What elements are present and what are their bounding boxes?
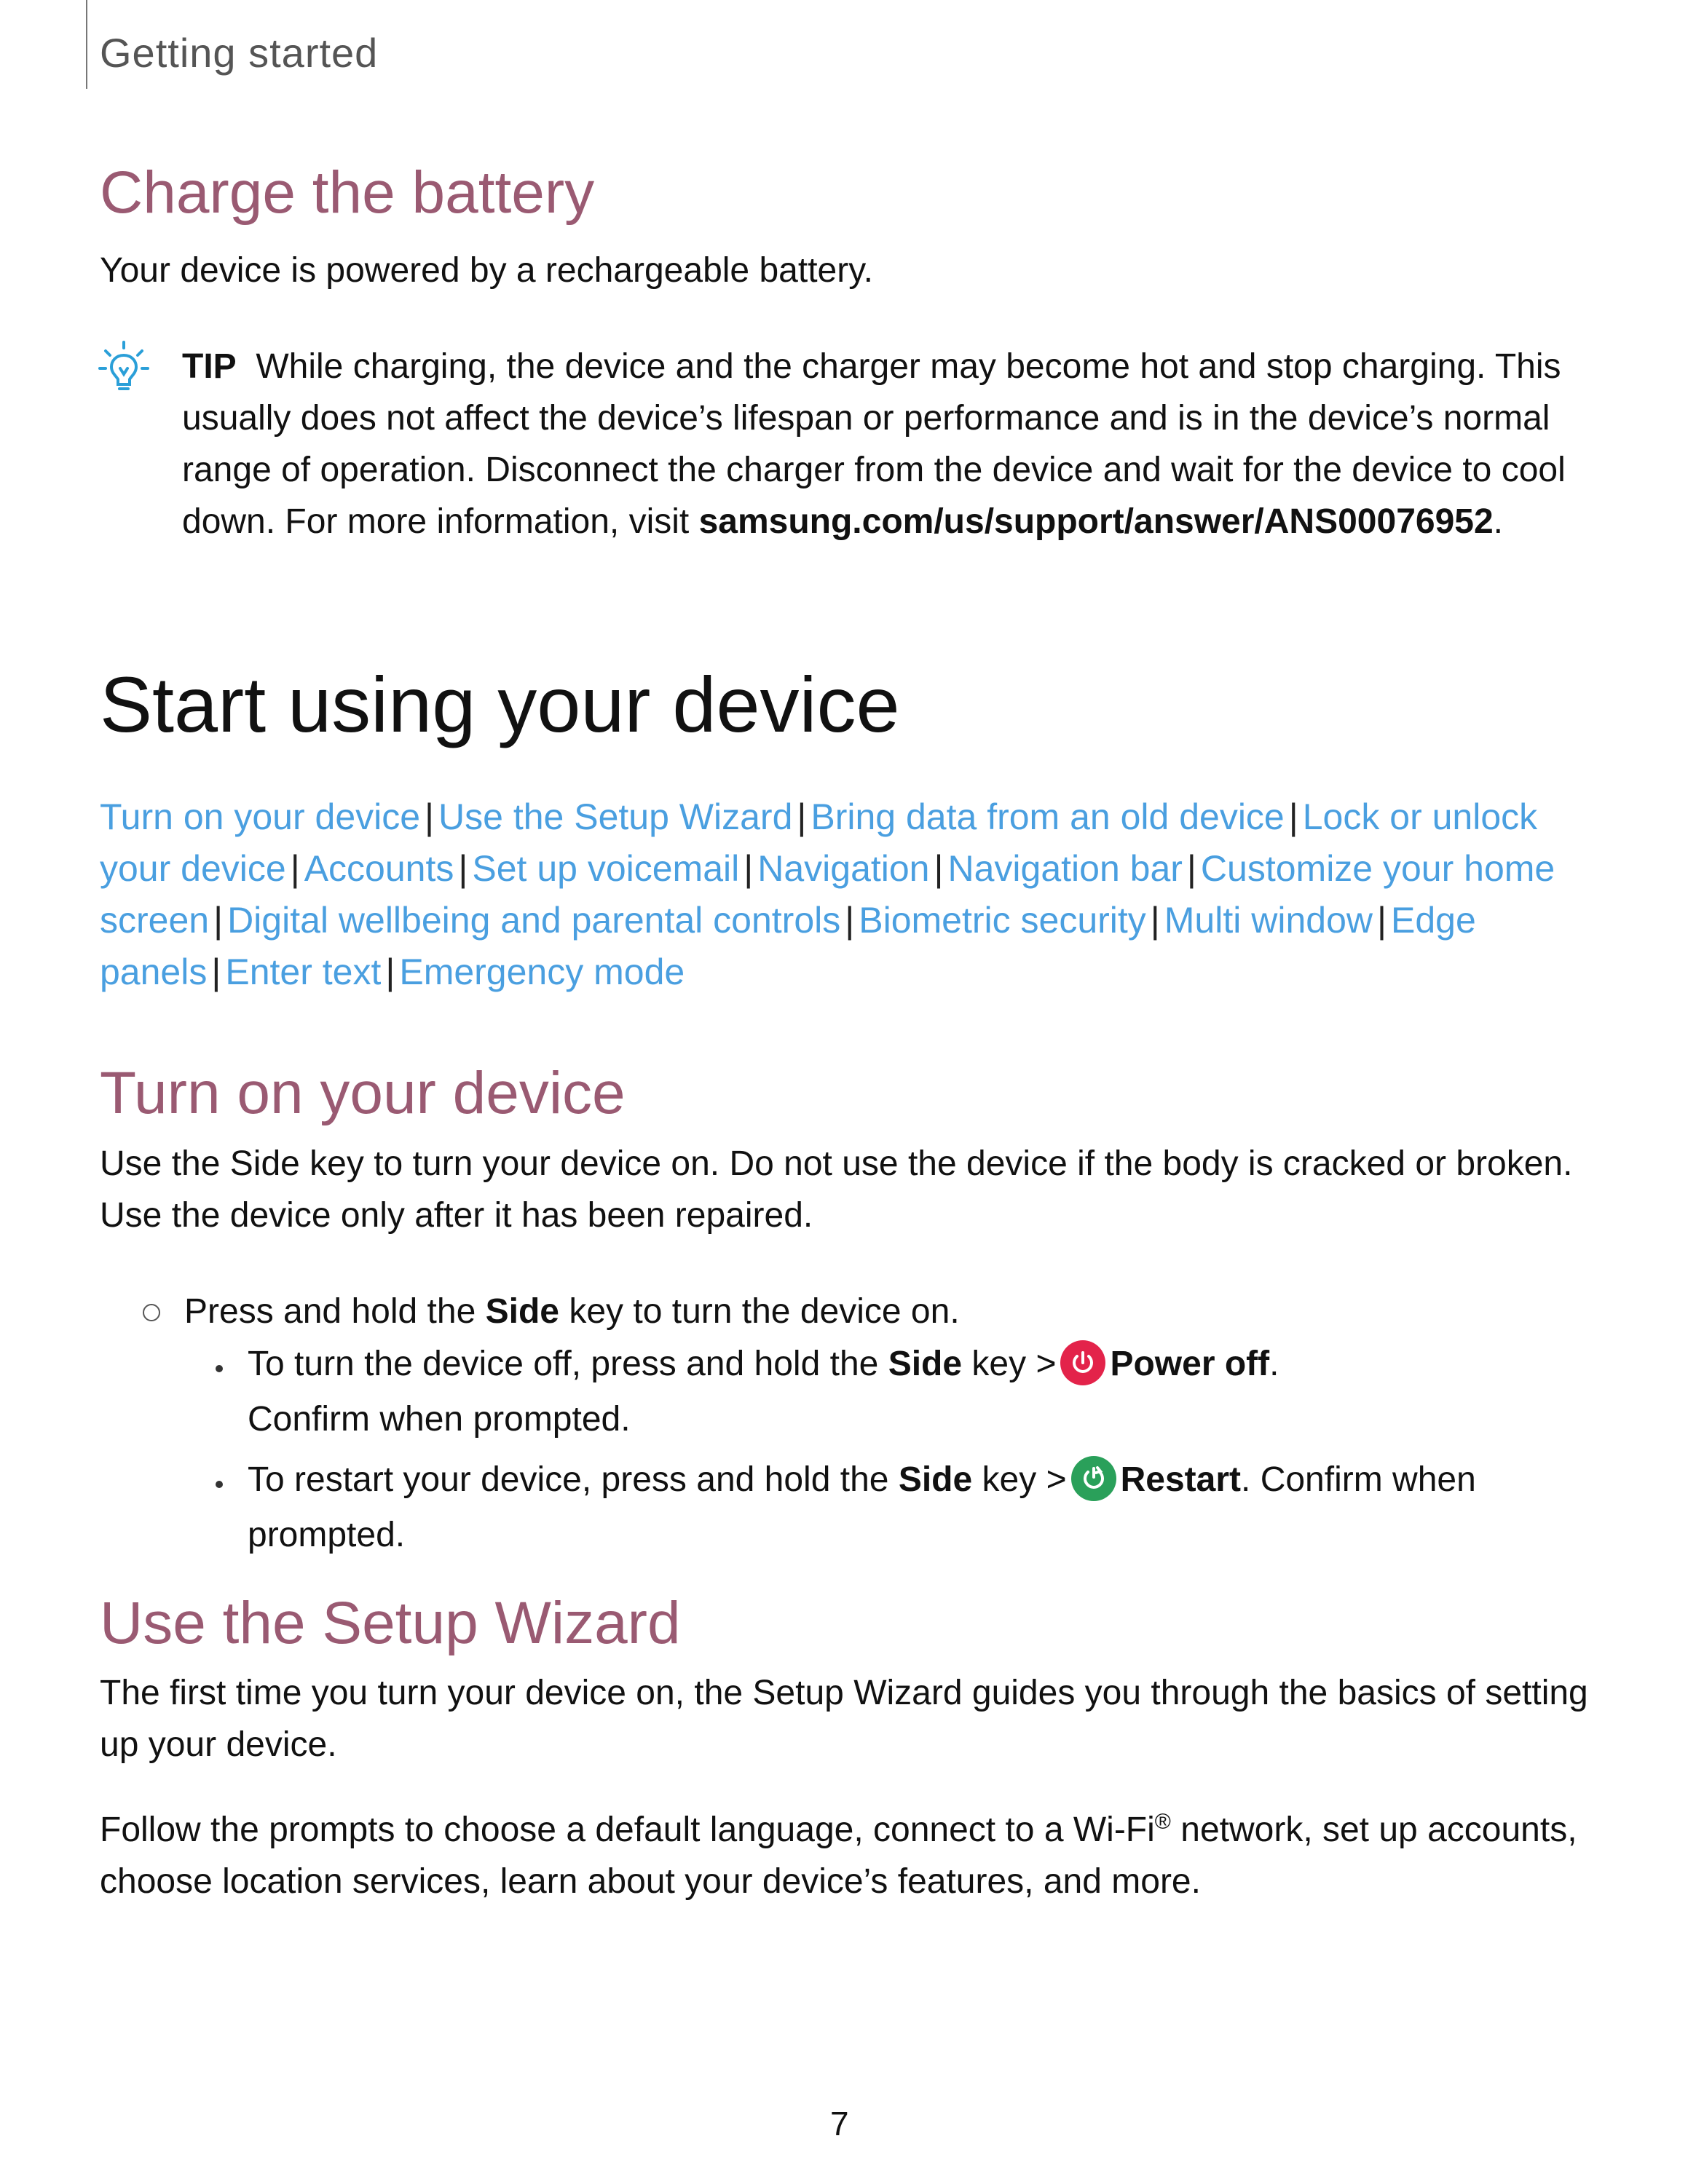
link-separator: | (458, 848, 468, 889)
topic-links (100, 791, 1556, 998)
restart-mid: key > (982, 1460, 1067, 1499)
section-label: Getting started (100, 30, 379, 76)
link-separator: | (211, 951, 221, 992)
wizard-para-2-pre: Follow the prompts to choose a default language, connect to a Wi-Fi (100, 1811, 1155, 1849)
link-accounts[interactable]: Accounts (304, 848, 454, 889)
off-end: . (1269, 1345, 1279, 1383)
link-navigation[interactable]: Navigation (757, 848, 930, 889)
link-separator: | (1186, 848, 1196, 889)
side-key-label: Side (898, 1460, 973, 1499)
off-confirm: Confirm when prompted. (248, 1400, 631, 1439)
link-separator: | (385, 951, 395, 992)
restart-icon (1071, 1456, 1116, 1501)
off-pre: To turn the device off, press and hold the (248, 1345, 879, 1383)
off-mid: key > (971, 1345, 1057, 1383)
wizard-para-2 (100, 1796, 1600, 1907)
link-separator: | (290, 848, 300, 889)
link-separator: | (425, 796, 435, 837)
link-separator: | (213, 900, 224, 941)
link-separator: | (744, 848, 754, 889)
step-pre: Press and hold the (184, 1292, 476, 1331)
tip-paragraph (182, 341, 1602, 547)
power-icon (1060, 1340, 1105, 1385)
link-digital-wellbeing[interactable]: Digital wellbeing and parental controls (227, 900, 841, 941)
link-home-screen[interactable]: Customize your home screen (100, 848, 1555, 941)
charge-intro: Your device is powered by a rechargeable battery. (100, 251, 873, 290)
restart-label: Restart (1120, 1460, 1242, 1499)
link-enter-text[interactable]: Enter text (225, 951, 382, 992)
power-off-label: Power off (1110, 1345, 1270, 1383)
link-turn-on[interactable]: Turn on your device (100, 796, 421, 837)
wizard-para-1: The first time you turn your device on, the Setup Wizard guides you through the basics of setting up your device. (100, 1674, 1588, 1764)
tip-link[interactable]: samsung.com/us/support/answer/ANS00076952 (698, 502, 1494, 541)
charge-battery-heading: Charge the battery (100, 159, 595, 226)
start-using-heading: Start using your device (100, 660, 900, 748)
link-edge-panels[interactable]: Edge panels (100, 900, 1476, 992)
link-biometric[interactable]: Biometric security (859, 900, 1146, 941)
link-separator: | (1150, 900, 1160, 941)
link-separator: | (1288, 796, 1298, 837)
link-multi-window[interactable]: Multi window (1164, 900, 1373, 941)
tip-end: . (1493, 502, 1504, 541)
tip-label: TIP (182, 347, 237, 386)
step-turn-on (184, 1286, 960, 1337)
turn-on-heading: Turn on your device (100, 1060, 626, 1126)
link-separator: | (1377, 900, 1387, 941)
page-margin-rule (86, 0, 87, 89)
side-key-label: Side (485, 1292, 559, 1331)
link-navigation-bar[interactable]: Navigation bar (947, 848, 1183, 889)
step-post: key to turn the device on. (569, 1292, 960, 1331)
link-bring-data[interactable]: Bring data from an old device (811, 796, 1285, 837)
step-ring-bullet (143, 1304, 160, 1321)
restart-pre: To restart your device, press and hold the (248, 1460, 889, 1499)
step-power-off (248, 1337, 1595, 1447)
setup-wizard-heading: Use the Setup Wizard (100, 1590, 681, 1656)
page-number: 7 (830, 2105, 849, 2143)
link-separator: | (934, 848, 944, 889)
side-key-label: Side (888, 1345, 963, 1383)
step-restart (248, 1452, 1595, 1563)
restart-end: . Confirm when prompted. (248, 1460, 1476, 1554)
wizard-para-2-post: network, set up accounts, choose location services, learn about your device’s features, and more. (100, 1811, 1577, 1901)
tip-body: While charging, the device and the charger may become hot and stop charging. This usually does not affect the device’s lifespan or performance and is in the device’s normal range of operation. Disconnect the charger from the device and wait for the device to cool down. For more information, visit (182, 347, 1566, 541)
registered-mark: ® (1154, 1810, 1171, 1834)
link-voicemail[interactable]: Set up voicemail (472, 848, 740, 889)
link-emergency-mode[interactable]: Emergency mode (399, 951, 685, 992)
link-separator: | (845, 900, 855, 941)
link-setup-wizard[interactable]: Use the Setup Wizard (438, 796, 793, 837)
turn-on-intro: Use the Side key to turn your device on. Do not use the device if the body is cracked or broken. Use the device only after it has been repaired. (100, 1144, 1573, 1235)
bullet-dot (216, 1365, 223, 1372)
bullet-dot (216, 1481, 223, 1488)
link-lock-unlock[interactable]: Lock or unlock your device (100, 796, 1538, 889)
lightbulb-icon (98, 339, 149, 397)
link-separator: | (797, 796, 807, 837)
